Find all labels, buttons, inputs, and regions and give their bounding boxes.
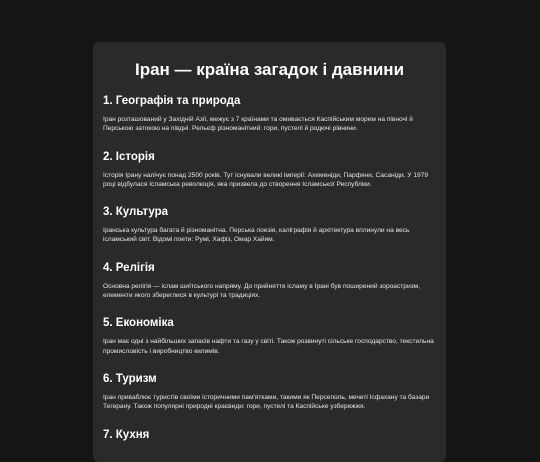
section-text: Іран приваблює туристів своїми історичними пам'ятками, такими як Персеполь, мечеті Ісфахану та базари Тегерану. Також популярні природні краєвиди: гори, пустелі та Каспійське узбережжя. bbox=[103, 393, 430, 411]
section-heading: 7. Кухня bbox=[103, 428, 150, 441]
section-text: Історія Ірану налічує понад 2500 років. Тут існували великі імперії: Ахеменіди, Парфяни, Сасаніди. У 1979 році відбулася Ісламська революція, яка призвела до створення Ісламської Республіки. bbox=[103, 171, 428, 188]
section-text: Основна релігія — іслам шиїтського напряму. До прийняття ісламу в Ірані був поширений зороастризм, елементи якого збереглися в культурі та традиціях. bbox=[103, 282, 421, 300]
section-heading: 5. Економіка bbox=[103, 317, 174, 330]
section-history bbox=[103, 150, 436, 190]
section-text: Іран має одні з найбільших запасів нафти та газу у світі. Також розвинуті сільське господарство, текстильна промисловість і виробництво килимів. bbox=[103, 338, 434, 355]
section-cuisine bbox=[103, 428, 436, 442]
section-text: Іран розташований у Західній Азії, межує з 7 країнами та омивається Каспійським морем на півночі й Перською затокою на півдні. Рельєф різноманітний: гори, пустелі й родючі рівнини. bbox=[103, 116, 413, 133]
page-title: Іран — країна загадок і давнини bbox=[134, 60, 405, 79]
section-heading: 1. Географія та природа bbox=[103, 95, 241, 107]
article-card bbox=[93, 42, 446, 462]
section-text: Іранська культура багата й різноманітна. Перська поезія, каліграфія й архітектура вплинули на весь ісламський світ. Відомі поети: Румі, Хафіз, Омар Хайям. bbox=[103, 227, 410, 244]
section-culture bbox=[103, 205, 436, 245]
section-heading: 6. Туризм bbox=[103, 372, 157, 385]
section-religion bbox=[103, 261, 436, 301]
section-heading: 4. Релігія bbox=[103, 261, 155, 274]
section-geography bbox=[103, 94, 436, 134]
section-economy bbox=[103, 316, 436, 356]
section-heading: 3. Культура bbox=[103, 206, 168, 219]
section-heading: 2. Історія bbox=[103, 150, 155, 163]
section-tourism bbox=[103, 372, 436, 412]
